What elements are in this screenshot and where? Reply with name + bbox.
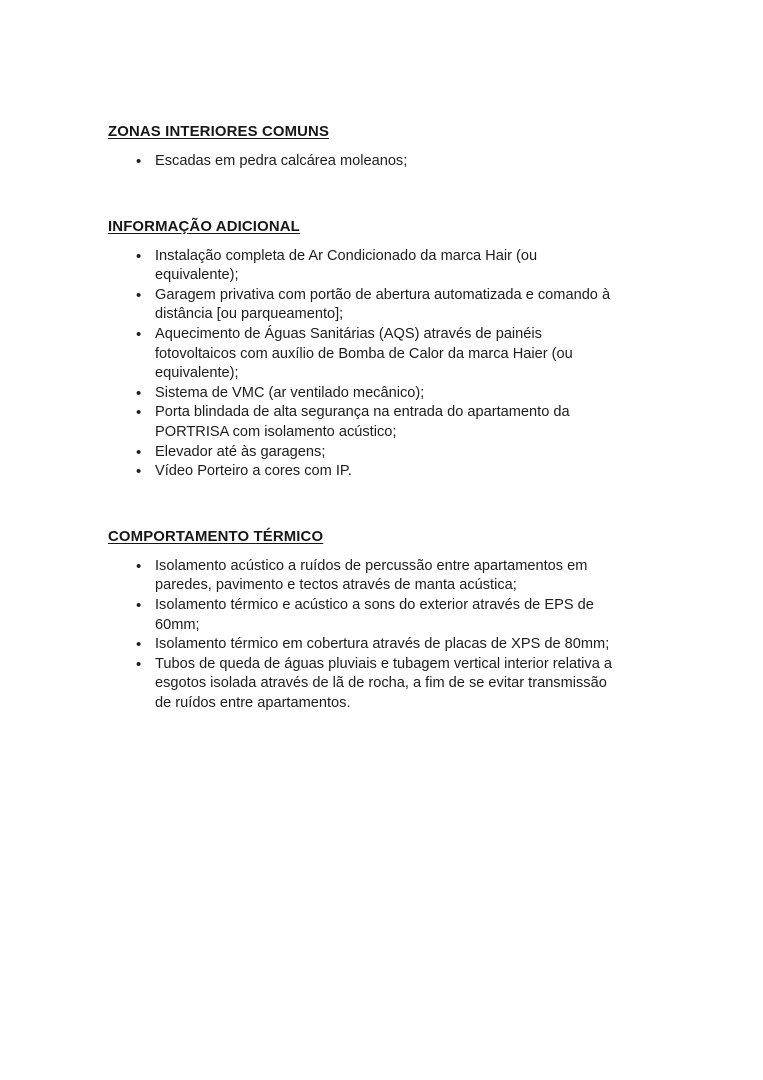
section-informacao-adicional bbox=[108, 217, 665, 482]
list-item: • Instalação completa de Ar Condicionado da marca Hair (ou equivalente); bbox=[108, 247, 620, 286]
list-item: • Isolamento acústico a ruídos de percussão entre apartamentos em paredes, pavimento e tectos através de manta acústica; bbox=[108, 557, 620, 596]
bullet-list bbox=[108, 247, 620, 482]
list-item: • Elevador até às garagens; bbox=[108, 443, 620, 463]
list-item: • Tubos de queda de águas pluviais e tubagem vertical interior relativa a esgotos isolada através de lã de rocha, a fim de se evitar transmissão de ruídos entre apartamentos. bbox=[108, 655, 620, 714]
section-heading: INFORMAÇÃO ADICIONAL bbox=[108, 218, 300, 235]
list-item: • Aquecimento de Águas Sanitárias (AQS) através de painéis fotovoltaicos com auxílio de Bomba de Calor da marca Haier (ou equivalente); bbox=[108, 325, 620, 384]
list-item: • Isolamento térmico em cobertura através de placas de XPS de 80mm; bbox=[108, 635, 620, 655]
list-item: • Escadas em pedra calcárea moleanos; bbox=[108, 152, 620, 172]
bullet-list bbox=[108, 557, 620, 714]
list-item: • Garagem privativa com portão de abertura automatizada e comando à distância [ou parqueamento]; bbox=[108, 286, 620, 325]
list-item: • Vídeo Porteiro a cores com IP. bbox=[108, 462, 620, 482]
bullet-list bbox=[108, 152, 620, 172]
section-comportamento-termico bbox=[108, 527, 665, 714]
list-item: • Isolamento térmico e acústico a sons do exterior através de EPS de 60mm; bbox=[108, 596, 620, 635]
list-item: • Sistema de VMC (ar ventilado mecânico); bbox=[108, 384, 620, 404]
list-item: • Porta blindada de alta segurança na entrada do apartamento da PORTRISA com isolamento acústico; bbox=[108, 403, 620, 442]
section-heading: COMPORTAMENTO TÉRMICO bbox=[108, 528, 324, 545]
section-heading: ZONAS INTERIORES COMUNS bbox=[108, 124, 330, 140]
section-zonas-interiores-comuns bbox=[108, 122, 665, 172]
